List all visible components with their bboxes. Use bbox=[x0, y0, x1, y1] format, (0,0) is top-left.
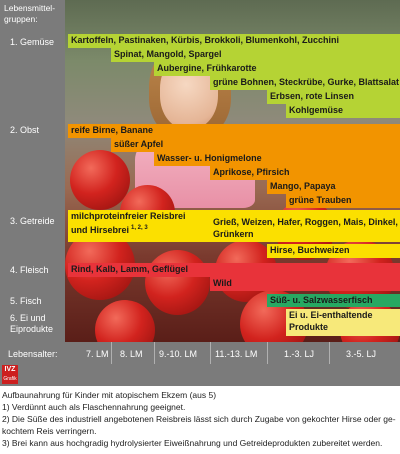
bar-obst-apfel: süßer Apfel bbox=[111, 138, 400, 152]
bar-fisch: Süß- u. Salzwasserfisch bbox=[267, 294, 400, 307]
bar-fleisch-wild: Wild bbox=[210, 277, 400, 291]
apple-image bbox=[70, 150, 130, 210]
age-8-lm: 8. LM bbox=[120, 349, 143, 359]
group-label-fisch: 5. Fisch bbox=[10, 296, 42, 306]
footnote-1: 1) Verdünnt auch als Flaschennahrung geeignet. bbox=[2, 402, 186, 412]
groups-header: Lebensmittel-gruppen: bbox=[4, 3, 56, 24]
bar-getreide-hirse: Hirse, Buchweizen bbox=[267, 244, 400, 258]
bar-getreide-reisbrei-line1: milchproteinfreier Reisbrei bbox=[71, 211, 186, 221]
age-divider bbox=[329, 342, 330, 364]
bar-obst-birne: reife Birne, Banane bbox=[68, 124, 400, 138]
bar-gemuese-erbsen: Erbsen, rote Linsen bbox=[267, 90, 400, 104]
caption bbox=[2, 389, 398, 449]
age-divider bbox=[210, 342, 211, 364]
logo-subtext: Grafik bbox=[3, 376, 17, 382]
age-7-lm: 7. LM bbox=[86, 349, 109, 359]
footnote-2: 2) Die Süße des industriell angebotenen Reisbreis lässt sich durch Zugabe von gekochter Hirse oder ge- bbox=[2, 414, 396, 424]
age-11-13-lm: 11.-13. LM bbox=[215, 349, 258, 359]
ivz-grafik-logo bbox=[2, 365, 18, 384]
age-1-3-lj: 1.-3. LJ bbox=[284, 349, 315, 359]
bar-ei-line2: Produkte bbox=[289, 322, 329, 332]
logo-text: IVZ bbox=[4, 366, 16, 373]
age-9-10-lm: 9.-10. LM bbox=[159, 349, 198, 359]
bar-getreide-griess bbox=[210, 216, 400, 242]
footnote-3: 3) Brei kann aus hochgradig hydrolysierter Eiweißnahrung und Getreideprodukten zubereitet werden. bbox=[2, 438, 383, 448]
bar-gemuese-aubergine: Aubergine, Frühkarotte bbox=[154, 62, 400, 76]
age-axis-label: Lebensalter: bbox=[8, 349, 58, 359]
bar-obst-aprikose: Aprikose, Pfirsich bbox=[210, 166, 400, 180]
bar-obst-trauben: grüne Trauben bbox=[286, 194, 400, 208]
group-label-gemuese: 1. Gemüse bbox=[10, 37, 55, 47]
group-label-eiprodukte: Eiprodukte bbox=[10, 324, 54, 334]
bar-getreide-griess-line2: Grünkern bbox=[213, 229, 254, 239]
group-label-getreide: 3. Getreide bbox=[10, 216, 55, 226]
apple-image bbox=[145, 250, 210, 315]
bar-ei bbox=[286, 309, 400, 336]
bar-obst-mango: Mango, Papaya bbox=[267, 180, 400, 194]
bar-getreide-griess-line1: Grieß, Weizen, Hafer, Roggen, Mais, Dinkel, bbox=[213, 217, 398, 227]
age-divider bbox=[267, 342, 268, 364]
bar-getreide-hirsebrei: und Hirsebrei bbox=[71, 225, 130, 235]
age-3-5-lj: 3.-5. LJ bbox=[346, 349, 377, 359]
caption-title: Aufbaunahrung für Kinder mit atopischem Ekzem (aus 5) bbox=[2, 390, 217, 400]
age-divider bbox=[111, 342, 112, 364]
age-divider bbox=[154, 342, 155, 364]
group-sidebar bbox=[0, 0, 65, 342]
bar-obst-melone: Wasser- u. Honigmelone bbox=[154, 152, 400, 166]
bar-fleisch-rind: Rind, Kalb, Lamm, Geflügel bbox=[68, 263, 400, 277]
age-axis bbox=[0, 342, 400, 364]
footnote-2-continued: kochtem Reis verringern. bbox=[2, 426, 97, 436]
bar-ei-line1: Ei u. Ei-enthaltende bbox=[289, 310, 373, 320]
group-label-obst: 2. Obst bbox=[10, 125, 40, 135]
bar-gemuese-bohnen: grüne Bohnen, Steckrübe, Gurke, Blattsalat bbox=[210, 76, 400, 90]
bar-gemuese-kartoffeln: Kartoffeln, Pastinaken, Kürbis, Brokkoli, Blumenkohl, Zucchini bbox=[68, 34, 400, 48]
footnote-marks: 1, 2, 3 bbox=[131, 225, 148, 231]
bar-gemuese-spinat: Spinat, Mangold, Spargel bbox=[111, 48, 400, 62]
bar-gemuese-kohl: Kohlgemüse bbox=[286, 104, 400, 118]
group-label-fleisch: 4. Fleisch bbox=[10, 265, 49, 275]
group-label-ei: 6. Ei und bbox=[10, 313, 46, 323]
